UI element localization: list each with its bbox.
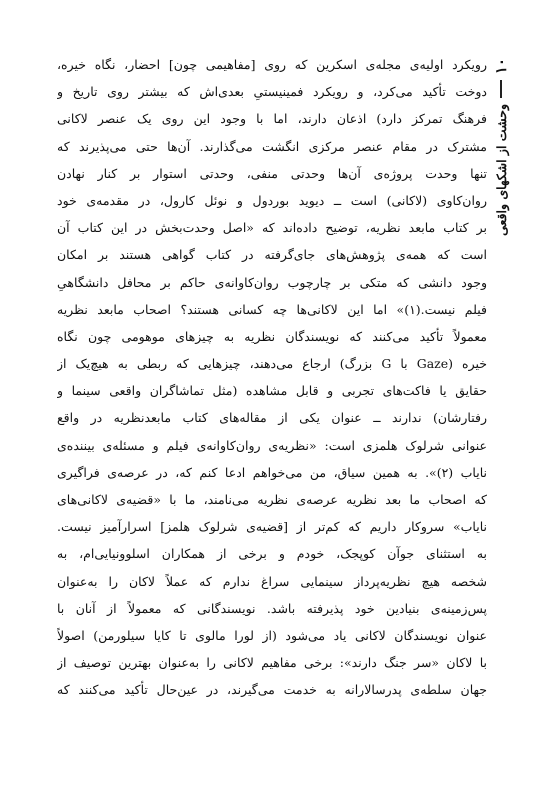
text-line: روان‌کاوی (لاکانی) است ــ دیوید بوردول و نوئل کارول، در مقدمه‌ی خود (57, 192, 487, 208)
text-line: به استثنای جوآن کوپجک، خودم و برخی از همکاران اسلوونیایی‌ام، به (57, 546, 487, 562)
text-line: معمولاً تأکید می‌کنند که نویسندگان نظریه به چیزهای موهومی چون نگاه (57, 328, 487, 344)
text-line: خیره (Gaze با G بزرگ) ارجاع می‌دهند، چیزهایی که ربطی به هیچ‌یک از (57, 356, 487, 372)
text-line: پس‌زمینه‌ی بنیادین خود پذیرفته باشد. نویسندگانی که معمولاً از آنان با (57, 600, 487, 616)
text-line: که اصحاب ما بعد نظریه عرصه‌ی نظریه می‌نامند، ما با «قضیه‌ی لاکانی‌های (57, 492, 487, 507)
text-line: رفتارشان) ندارند ــ عنوان یکی از مقاله‌های کتاب مابعدنظریه در واقع (57, 410, 487, 426)
text-line: نایاب (۲)». به همین سیاق، من می‌خواهم ادعا کنم که، در عرصه‌ی فراگیری (57, 464, 487, 480)
text-line: است که همه‌ی پژوهش‌های جای‌گرفته در کتاب گواهی هستند بر امکان (57, 247, 487, 263)
page-header (489, 58, 513, 358)
text-line: حقایق یا فاکت‌های تجربی و قابل مشاهده (مثل تماشاگران واقعی سینما و (57, 383, 487, 399)
body-text (57, 51, 487, 704)
text-line: عنوان نویسندگان لاکانی یاد می‌شود (از لورا مالوی تا کایا سیلورمن) اصولاً (57, 627, 487, 643)
header-divider (500, 80, 502, 98)
text-line: وجود دانشی که متکی بر چارچوب روان‌کاوانه‌ی حاکم بر محافل دانشگاهیِ (57, 274, 487, 290)
text-line: فیلم نیست.(۱)» اما این لاکانی‌ها چه کسانی هستند؟ اصحاب مابعد نظریه (57, 301, 487, 317)
page-number: ۱۰ (491, 58, 510, 75)
text-line: تنها وحدت پروژه‌ی آن‌ها وحدتی منفی، وحدتی استوار بر کنار نهادن (57, 165, 487, 181)
text-line: رویکرد اولیه‌ی مجله‌ی اسکرین که روی [مفاهیمی چون] احضار، نگاه خیره، (57, 57, 487, 72)
running-title: وحشت از اشکهای واقعی (493, 104, 509, 237)
text-line: بر کتاب مابعد نظریه، توضیح داده‌اند که «اصل وحدت‌بخش در این کتاب آن (57, 220, 487, 236)
text-line: جهان سلطه‌ی پدرسالارانه به خدمت می‌گیرند، در عین‌حال تأکید می‌کنند که (57, 682, 487, 698)
text-line: عنوانی شرلوک هلمزی است: «نظریه‌ی روان‌کاوانه‌ی فیلم و مسئله‌ی بیننده‌ی (57, 437, 487, 453)
text-line: دوخت تأکید می‌کرد، و رویکرد فمینیستیِ بعدی‌اش که بیشتر روی تاریخ و (57, 84, 487, 100)
text-line: نایاب» سروکار داریم که کم‌تر از [قضیه‌ی شرلوک هلمز] اسرارآمیز نیست. (57, 519, 487, 535)
text-line: شخصه هیچ نظریه‌پرداز سینمایی سراغ ندارم که عملاً لاکان را به‌عنوان (57, 573, 487, 589)
text-line: فرهنگ تمرکز دارد) اذعان دارند، اما با وجود این روی یک عنصر لاکانی (57, 111, 487, 127)
text-line: با لاکان «سر جنگ دارند»: برخی مفاهیم لاکانی را به‌عنوان بهترین توصیف از (57, 655, 487, 671)
text-line: مشترک در مقام عنصر مرکزی انگشت می‌گذارند. آن‌ها حتی می‌پذیرند که (57, 138, 487, 154)
